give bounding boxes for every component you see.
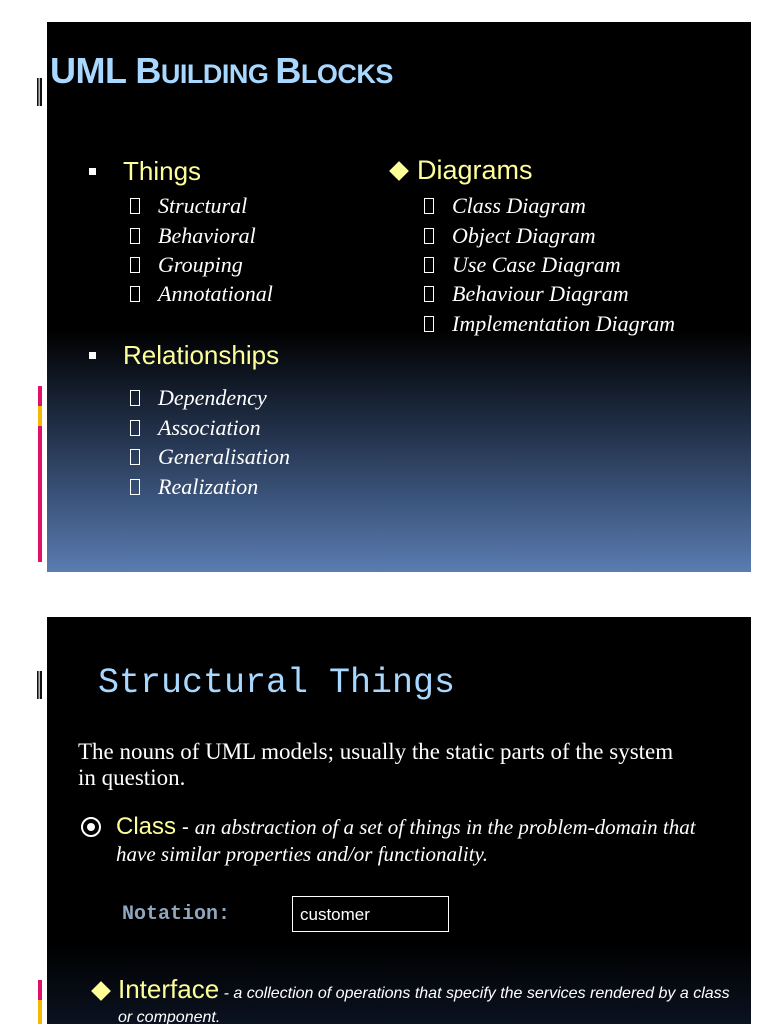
class-notation-name: customer — [300, 905, 370, 924]
checkbox-icon — [130, 420, 140, 436]
bullet-square-icon — [89, 352, 96, 359]
class-definition: Class - an abstraction of a set of things in the problem-domain that have similar properties and/or functionality. — [116, 813, 696, 866]
accent-bar — [38, 406, 42, 426]
list-item: Dependency — [130, 385, 267, 411]
interface-term: Interface — [118, 974, 220, 1004]
checkbox-icon — [130, 257, 140, 273]
checkbox-icon — [130, 198, 140, 214]
bullet-square-icon — [89, 168, 96, 175]
slide-structural-things — [18, 617, 751, 1024]
accent-bar — [38, 386, 42, 406]
slide-title: UML BUILDING BLOCKS — [50, 50, 393, 91]
checkbox-icon — [424, 257, 434, 273]
radio-bullet-icon — [81, 817, 101, 837]
things-heading: Things — [123, 156, 202, 186]
slide-uml-building-blocks — [18, 22, 751, 572]
checkbox-icon — [424, 316, 434, 332]
class-term: Class — [116, 813, 177, 840]
checkbox-icon — [130, 390, 140, 406]
checkbox-icon — [130, 479, 140, 495]
class-description: an abstraction of a set of things in the problem-domain that have similar properties and/or functionality. — [116, 815, 696, 866]
checkbox-icon — [424, 286, 434, 302]
list-item: Behavioral — [130, 223, 256, 249]
list-item: Association — [130, 415, 261, 441]
accent-bar — [38, 980, 42, 1000]
list-item: Class Diagram — [424, 193, 586, 219]
checkbox-icon — [424, 198, 434, 214]
list-item: Use Case Diagram — [424, 252, 621, 278]
checkbox-icon — [130, 449, 140, 465]
slide-title: Structural Things — [98, 663, 456, 703]
class-notation-box — [292, 896, 449, 932]
list-item: Grouping — [130, 252, 243, 278]
checkbox-icon — [130, 228, 140, 244]
list-item: Implementation Diagram — [424, 311, 675, 337]
checkbox-icon — [130, 286, 140, 302]
list-item: Object Diagram — [424, 223, 596, 249]
interface-definition — [118, 974, 738, 1024]
diamond-bullet-icon — [91, 981, 111, 1001]
slide-left-strip — [18, 617, 47, 1024]
title-marker — [37, 671, 42, 699]
list-item: Annotational — [130, 281, 273, 307]
list-item: Structural — [130, 193, 247, 219]
accent-bar — [38, 1000, 42, 1024]
intro-text: The nouns of UML models; usually the static parts of the system in question. — [78, 739, 674, 790]
checkbox-icon — [424, 228, 434, 244]
interface-description: - a collection of operations that specify the services rendered by a class or component. — [118, 985, 730, 1024]
slide-left-strip — [18, 22, 47, 572]
relationships-heading: Relationships — [123, 340, 280, 370]
accent-bar — [38, 426, 42, 562]
title-marker — [37, 78, 42, 106]
diagrams-heading: Diagrams — [417, 155, 533, 185]
list-item: Behaviour Diagram — [424, 281, 629, 307]
notation-label: Notation: — [122, 903, 231, 926]
diamond-bullet-icon — [389, 161, 409, 181]
list-item: Generalisation — [130, 444, 290, 470]
list-item: Realization — [130, 474, 258, 500]
